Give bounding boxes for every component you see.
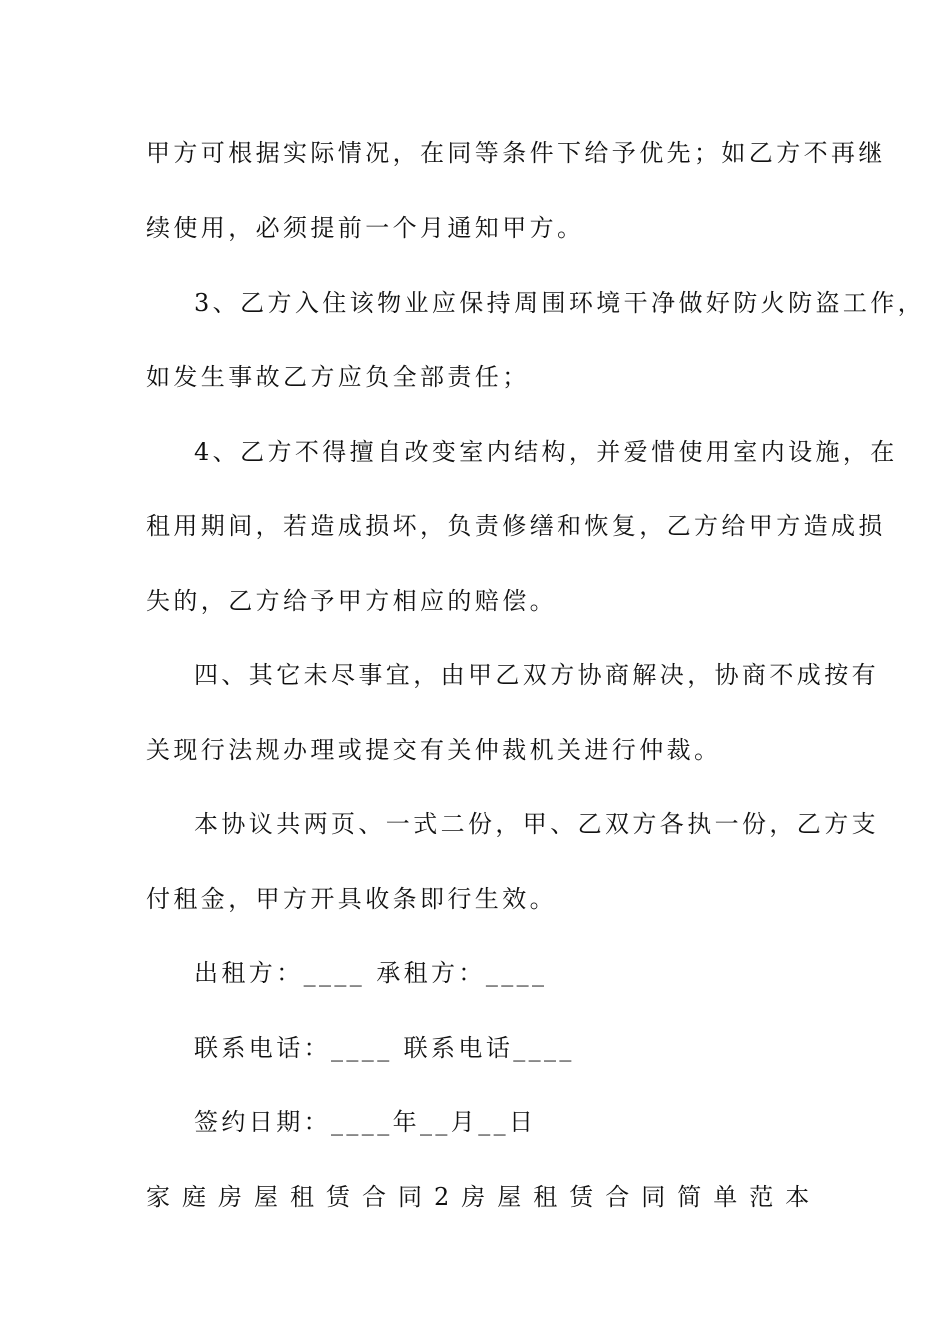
clause-3-line: 3、乙方入住该物业应保持周围环境干净做好防火防盗工作， (194, 289, 926, 317)
footer-right-title: 房屋租赁合同简单范本 (461, 1183, 822, 1211)
paragraph-line: 租用期间，若造成损坏，负责修缮和恢复，乙方给甲方造成损 (146, 512, 886, 540)
paragraph-line: 如发生事故乙方应负全部责任； (146, 363, 530, 391)
sign-date-line: 签约日期：____年__月__日 (194, 1108, 537, 1136)
footer-left-title: 家庭房屋租赁合同2 (146, 1183, 462, 1211)
section-4-line: 四、其它未尽事宜，由甲乙双方协商解决，协商不成按有 (194, 661, 879, 689)
paragraph-line: 甲方可根据实际情况，在同等条件下给予优先；如乙方不再继 (146, 139, 886, 167)
clause-4-line: 4、乙方不得擅自改变室内结构，并爱惜使用室内设施，在 (194, 438, 898, 466)
agreement-line: 本协议共两页、一式二份，甲、乙双方各执一份，乙方支 (194, 810, 879, 838)
parties-signature-line: 出租方：____ 承租方：____ (194, 959, 548, 987)
paragraph-line: 续使用，必须提前一个月通知甲方。 (146, 214, 585, 242)
paragraph-line: 失的，乙方给予甲方相应的赔偿。 (146, 587, 557, 615)
footer-title-line (146, 1182, 822, 1212)
paragraph-line: 付租金，甲方开具收条即行生效。 (146, 885, 557, 913)
phone-line: 联系电话：____ 联系电话____ (194, 1034, 575, 1062)
paragraph-line: 关现行法规办理或提交有关仲裁机关进行仲裁。 (146, 736, 722, 764)
